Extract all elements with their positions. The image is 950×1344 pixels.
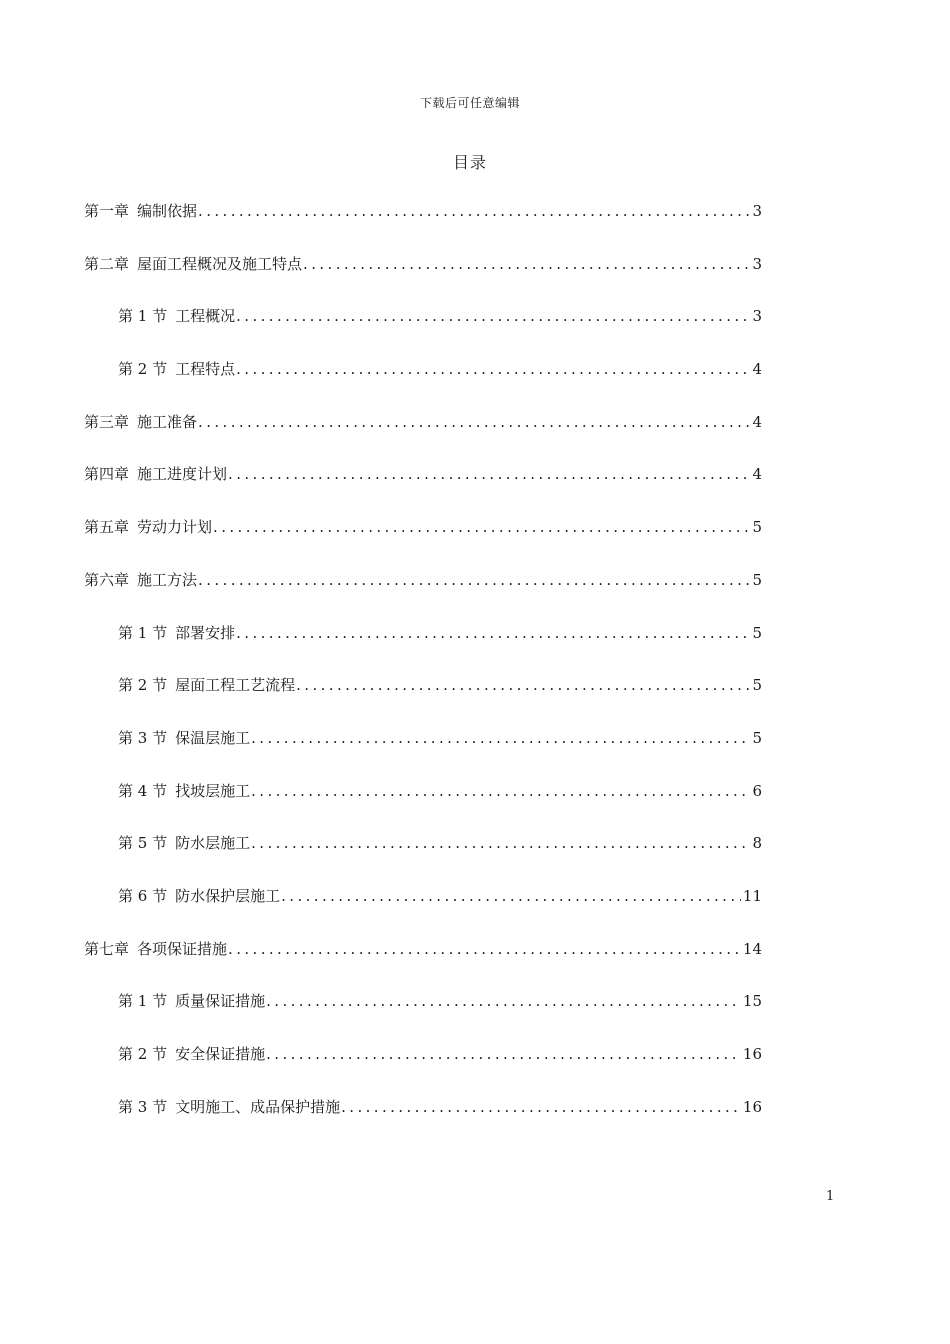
toc-entry-page: 5	[752, 518, 762, 537]
toc-entry-number: 第 5 节	[118, 834, 168, 853]
toc-section-entry[interactable]	[84, 990, 762, 1043]
toc-entry-page: 15	[742, 992, 762, 1011]
toc-dot-leader	[251, 729, 750, 747]
toc-entry-page: 6	[752, 781, 762, 800]
toc-entry-page: 5	[752, 728, 762, 747]
toc-chapter-entry[interactable]	[84, 253, 762, 306]
toc-entry-page: 11	[742, 886, 762, 905]
toc-entry-title: 防水保护层施工	[175, 886, 281, 905]
toc-entry-number: 第 6 节	[118, 886, 168, 905]
toc-dot-leader	[198, 202, 750, 220]
toc-dot-leader	[236, 624, 750, 642]
toc-entry-number: 第六章	[84, 570, 130, 589]
toc-entry-title: 文明施工、成品保护措施	[175, 1097, 341, 1116]
toc-entry-title: 屋面工程概况及施工特点	[137, 254, 303, 273]
toc-chapter-entry[interactable]	[84, 569, 762, 622]
toc-entry-number: 第一章	[84, 202, 130, 220]
toc-entry-title: 施工准备	[137, 412, 198, 431]
toc-dot-leader	[236, 360, 750, 378]
toc-entry-number: 第 2 节	[118, 1045, 168, 1063]
toc-entry-title: 安全保证措施	[175, 1045, 266, 1063]
toc-entry-title: 部署安排	[175, 623, 236, 642]
toc-entry-number: 第七章	[84, 939, 130, 958]
toc-entry-number: 第 2 节	[118, 360, 168, 379]
toc-dot-leader	[266, 1045, 741, 1063]
toc-entry-title: 屋面工程工艺流程	[175, 676, 296, 695]
toc-entry-page: 14	[742, 939, 762, 958]
toc-dot-leader	[213, 518, 750, 536]
page-number: 1	[826, 1189, 835, 1204]
toc-dot-leader	[228, 465, 750, 483]
toc-entry-number: 第 3 节	[118, 728, 168, 747]
toc-chapter-entry[interactable]	[84, 411, 762, 464]
toc-entry-number: 第 1 节	[118, 992, 168, 1011]
toc-entry-page: 4	[752, 360, 762, 379]
toc-entry-title: 劳动力计划	[137, 518, 213, 537]
toc-dot-leader	[296, 676, 750, 694]
toc-entry-title: 找坡层施工	[175, 781, 251, 800]
toc-entry-number: 第五章	[84, 518, 130, 537]
toc-entry-title: 工程特点	[175, 360, 236, 379]
toc-section-entry[interactable]	[84, 780, 762, 833]
toc-entry-page: 5	[752, 623, 762, 642]
toc-entry-title: 施工方法	[137, 570, 198, 589]
toc-section-entry[interactable]	[84, 674, 762, 727]
toc-entry-page: 4	[752, 465, 762, 484]
toc-entry-page: 16	[742, 1045, 762, 1063]
toc-entry-number: 第 1 节	[118, 307, 168, 326]
toc-entry-number: 第 2 节	[118, 676, 168, 695]
toc-entry-number: 第 3 节	[118, 1097, 168, 1116]
toc-entry-page: 8	[752, 834, 762, 853]
toc-chapter-entry[interactable]	[84, 200, 762, 253]
toc-dot-leader	[198, 413, 750, 431]
toc-entry-number: 第 1 节	[118, 623, 168, 642]
toc-entry-page: 5	[752, 570, 762, 589]
toc-section-entry[interactable]	[84, 1043, 762, 1096]
toc-entry-title: 施工进度计划	[137, 465, 228, 484]
toc-entry-page: 16	[742, 1097, 762, 1116]
toc-entry-title: 防水层施工	[175, 834, 251, 853]
toc-entry-number: 第四章	[84, 465, 130, 484]
toc-dot-leader	[251, 782, 750, 800]
header-note: 下载后可任意编辑	[419, 96, 520, 110]
toc-dot-leader	[198, 571, 750, 589]
toc-entry-number: 第 4 节	[118, 781, 168, 800]
toc-section-entry[interactable]	[84, 832, 762, 885]
toc-chapter-entry[interactable]	[84, 938, 762, 991]
toc-section-entry[interactable]	[84, 358, 762, 411]
toc-entry-title: 工程概况	[175, 307, 236, 326]
toc-entry-title: 保温层施工	[175, 728, 251, 747]
toc-entry-page: 3	[752, 254, 762, 273]
toc-dot-leader	[303, 255, 750, 273]
toc-entry-title: 质量保证措施	[175, 992, 266, 1011]
toc-entry-page: 3	[752, 202, 762, 220]
toc-entry-title: 各项保证措施	[137, 939, 228, 958]
table-of-contents	[84, 200, 762, 1148]
toc-entry-title: 编制依据	[137, 202, 198, 220]
toc-section-entry[interactable]	[84, 1096, 762, 1149]
toc-title: 目录	[452, 153, 487, 172]
toc-dot-leader	[251, 834, 750, 852]
toc-dot-leader	[236, 307, 750, 325]
toc-entry-page: 4	[752, 412, 762, 431]
toc-entry-page: 5	[752, 676, 762, 695]
toc-chapter-entry[interactable]	[84, 463, 762, 516]
toc-section-entry[interactable]	[84, 622, 762, 675]
toc-dot-leader	[266, 992, 741, 1010]
toc-chapter-entry[interactable]	[84, 516, 762, 569]
toc-dot-leader	[341, 1098, 741, 1116]
toc-entry-page: 3	[752, 307, 762, 326]
toc-section-entry[interactable]	[84, 727, 762, 780]
toc-section-entry[interactable]	[84, 885, 762, 938]
toc-dot-leader	[281, 887, 741, 905]
toc-entry-number: 第二章	[84, 254, 130, 273]
toc-section-entry[interactable]	[84, 305, 762, 358]
toc-entry-number: 第三章	[84, 412, 130, 431]
toc-dot-leader	[228, 940, 741, 958]
